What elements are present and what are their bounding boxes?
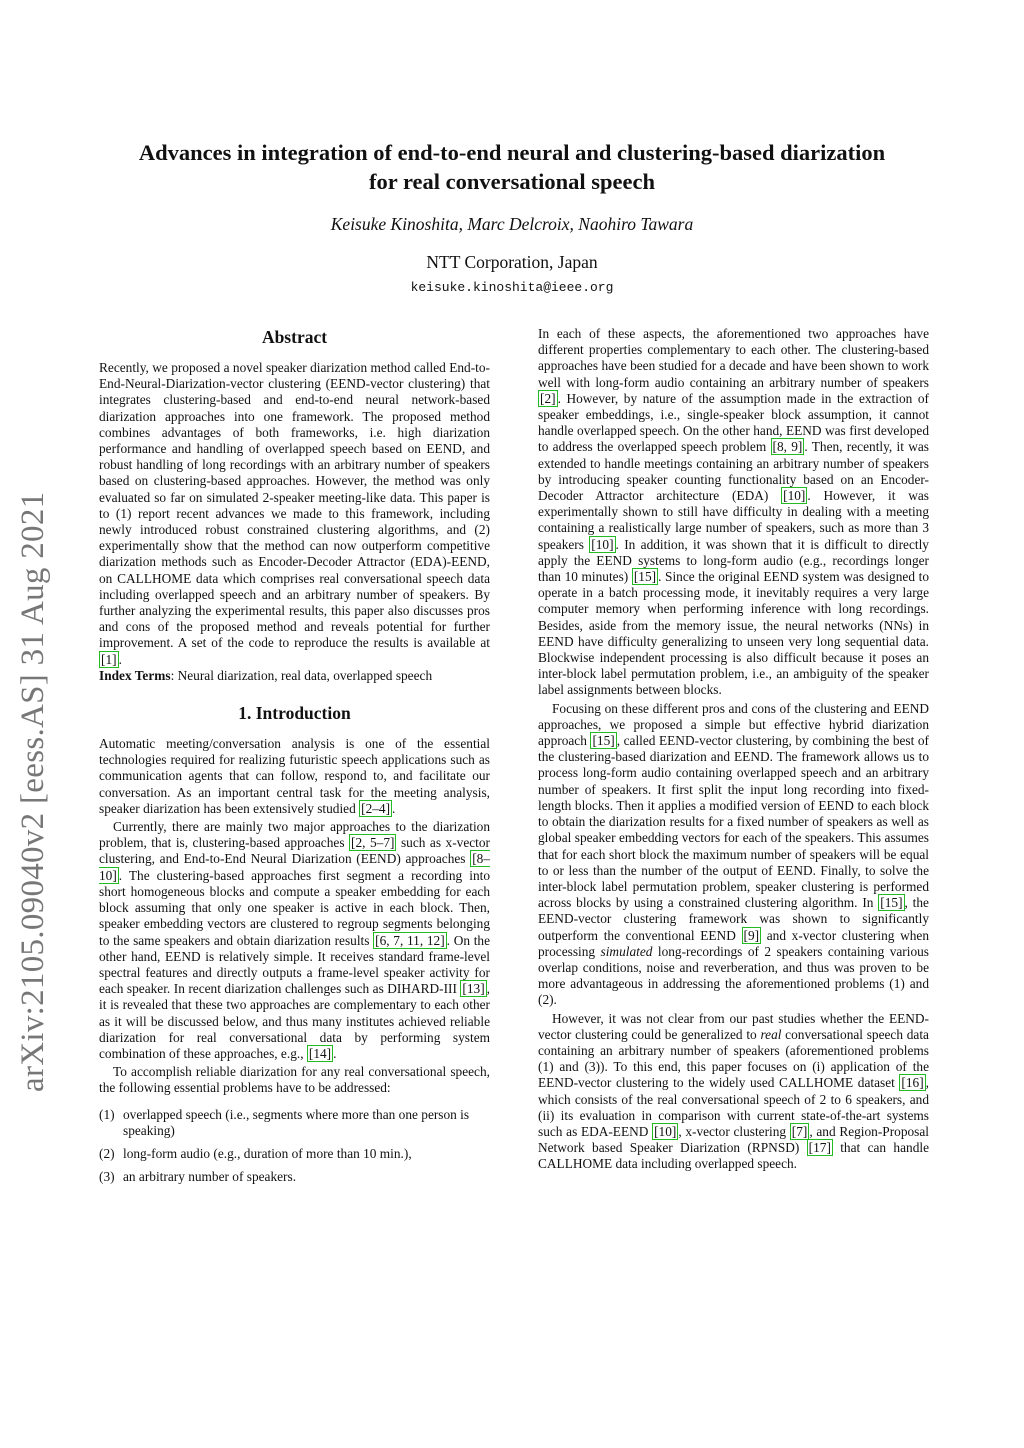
citation-link[interactable]: [16] [901,1075,924,1091]
list-item: (1) overlapped speech (i.e., segments where more than one person is speaking) [99,1106,470,1138]
paper-title [90,138,934,196]
affiliation: NTT Corporation, Japan [426,252,598,272]
citation-link[interactable]: [2] [540,390,556,406]
citation-link[interactable]: [9] [743,927,760,943]
intro-paragraph-1: Automatic meeting/conversation analysis is one of the essential technologies required for realizing futuristic speech applications such as communication agents that can follow, respond to, and facilitate our conversation. As an important central task for the meeting analysis, speaker diarization has been extensively studied [2–4] . [99,736,490,816]
citation-link[interactable]: [8–10] [99,851,490,883]
index-terms-label: Index Terms [99,667,171,683]
abstract-text: Recently, we proposed a novel speaker diarization method called End-to-End-Neural-Diarization-vector clustering (EEND-vector clustering) that integrates clustering-based and end-to-end neural network-based diarization approaches into one framework. The proposed method combines advantages of both frameworks, i.e. high diarization performance and handling of overlapped speech based on EEND, and robust handling of long recordings with an arbitrary number of speakers based on clustering-based approaches. However, the method was only evaluated so far on simulated 2-speaker meeting-like data. This paper is to (1) report recent advances we made to this framework, including newly introduced robust constrained clustering algorithms, and (2) experimentally show that the method can now outperform competitive diarization methods such as Encoder-Decoder Attractor (EDA)-EEND, on CALLHOME data which comprises real conversational speech data including overlapped speech and an arbitrary number of speakers. By further analyzing the experimental results, this paper also discusses pros and cons of the proposed method and reveals potential for further improvement. A set of the code to reproduce the results is available at [1] . [99,360,490,667]
citation-link[interactable]: [1] [101,651,117,667]
citation-link[interactable]: [6, 7, 11, 12] [375,932,445,948]
citation-link[interactable]: [2, 5–7] [351,835,395,851]
citation-link[interactable]: [15] [880,895,903,911]
right-paragraph-1: In each of these aspects, the aforementioned two approaches have different properties complementary to each other. The clustering-based approaches have been studied for a decade and have been shown to work well with long-form audio containing an arbitrary number of speakers [2] . However, by nature of the assumption made in the extraction of speaker embeddings, i.e., single-speaker block assumption, it cannot handle overlapped speech. On the other hand, EEND was first developed to address the overlapped speech problem [8, 9] . Then, recently, it was extended to handle meetings containing an arbitrary number of speakers by introducing speaker counting functionality based on an Encoder-Decoder Attractor architecture (EDA) [10] . However, it was experimentally shown to still have difficulty in dealing with a meeting containing a realistically large number of speakers, such as more than 3 speakers [10] . In addition, it was shown that it is difficult to directly apply the EEND systems to long-form audio (e.g., recordings longer than 10 minutes) [15] . Since the original EEND system was designed to operate in a batch processing mode, it inevitably requires a very large computer memory when performing inference with long recordings. Besides, aside from the memory issue, the neural networks (NNs) in EEND have difficulty generalizing to unseen very long sequential data. Blockwise independent processing is also difficult because it poses an inter-block label permutation problem, i.e., an ambiguity of the speaker label assignments between blocks. [538,326,929,698]
arxiv-stamp: arXiv:2105.09040v2 [eess.AS] 31 Aug 2021 [15,491,51,1092]
index-terms: Index Terms: Neural diarization, real data, overlapped speech [99,667,433,683]
intro-paragraph-3: To accomplish reliable diarization for any real conversational speech, the following essential problems have to be addressed: [99,1064,490,1096]
citation-link[interactable]: [10] [591,536,614,552]
citation-link[interactable]: [8, 9] [772,439,803,455]
citation-link[interactable]: [14] [308,1045,332,1061]
right-paragraph-3: However, it was not clear from our past studies whether the EEND-vector clustering could be generalized to real conversational speech data containing an arbitrary number of speakers (aforementioned problems (1) and (3)). To this end, this paper focuses on (i) application of the EEND-vector clustering to the widely used CALLHOME dataset [16] , which consists of the real conversational speech of 2 to 6 speakers, and (ii) its evaluation in comparison with current state-of-the-art systems such as EDA-EEND [10] , x-vector clustering [7] , and Region-Proposal Network based Speaker Diarization (RPNSD) [17] that can handle CALLHOME data including overlapped speech. [538,1010,930,1172]
citation-link[interactable]: [15] [633,569,657,585]
intro-paragraph-2: Currently, there are mainly two major approaches to the diarization problem, that is, clustering-based approaches [2, 5–7] such as x-vector clustering, and End-to-End Neural Diarization (EEND) approaches [8–10] . The clustering-based approaches first segment a recording into short homogeneous blocks and compute a speaker embedding for each block assuming that only one speaker is active in each block. Then, speaker embedding vectors are clustered to regroup segments belonging to the same speakers and obtain diarization results [6, 7, 11, 12] . On the other hand, EEND is relatively simple. It receives standard frame-level spectral features and directly outputs a frame-level speaker activity for each speaker. In recent diarization challenges such as DIHARD-III [13] , it is revealed that these two approaches are complementary to each other as it will be discussed below, and thus many institutes achieved reliable diarization for real conversational data by performing system combination of these approaches, e.g., [14] . [99,819,490,1061]
citation-link[interactable]: [13] [462,981,485,997]
right-column [538,326,929,1173]
email: keisuke.kinoshita@ieee.org [410,280,614,295]
citation-link[interactable]: [10] [654,1123,677,1139]
citation-link[interactable]: [15] [592,733,615,749]
title-line-2: for real conversational speech [369,169,655,194]
right-paragraph-2: Focusing on these different pros and cons of the clustering and EEND approaches, we proposed a simple but effective hybrid diarization approach [15] , called EEND-vector clustering, by combining the best of the clustering-based diarization and EEND. The framework allows us to process long-form audio containing overlapped speech and an arbitrary number of speakers. It first split the input long recording into fixed-length blocks. Then it applies a modified version of EEND to each block to obtain the diarization results for a fixed number of speakers as well as global speaker embedding vectors for each of the speakers. This assumes that for each short block the maximum number of speakers will be equal to or less than the number of the output of EEND. Finally, to solve the inter-block label permutation problem, speaker clustering is performed across blocks by using a constrained clustering algorithm. In [15] , the EEND-vector clustering framework was shown to significantly outperform the conventional EEND [9] and x-vector clustering when processing simulated long-recordings of 2 speakers containing various overlap conditions, noise and reverberation, and thus was proven to be more advantageous in addressing the aforementioned problems (1) and (2). [538,700,930,1008]
citation-link[interactable]: [2–4] [361,800,391,816]
list-item: (2) long-form audio (e.g., duration of more than 10 min.), [99,1145,412,1161]
abstract-heading: Abstract [261,327,328,347]
left-column [99,326,490,1192]
introduction-heading: 1. Introduction [238,703,351,724]
citation-link[interactable]: [7] [791,1123,808,1139]
citation-link[interactable]: [17] [808,1140,831,1156]
citation-link[interactable]: [10] [783,488,806,504]
title-line-1: Advances in integration of end-to-end neural and clustering-based diarization [138,140,886,165]
authors: Keisuke Kinoshita, Marc Delcroix, Naohiro Tawara [330,214,694,234]
list-item: (3) an arbitrary number of speakers. [99,1169,297,1185]
problem-list [99,1107,490,1186]
